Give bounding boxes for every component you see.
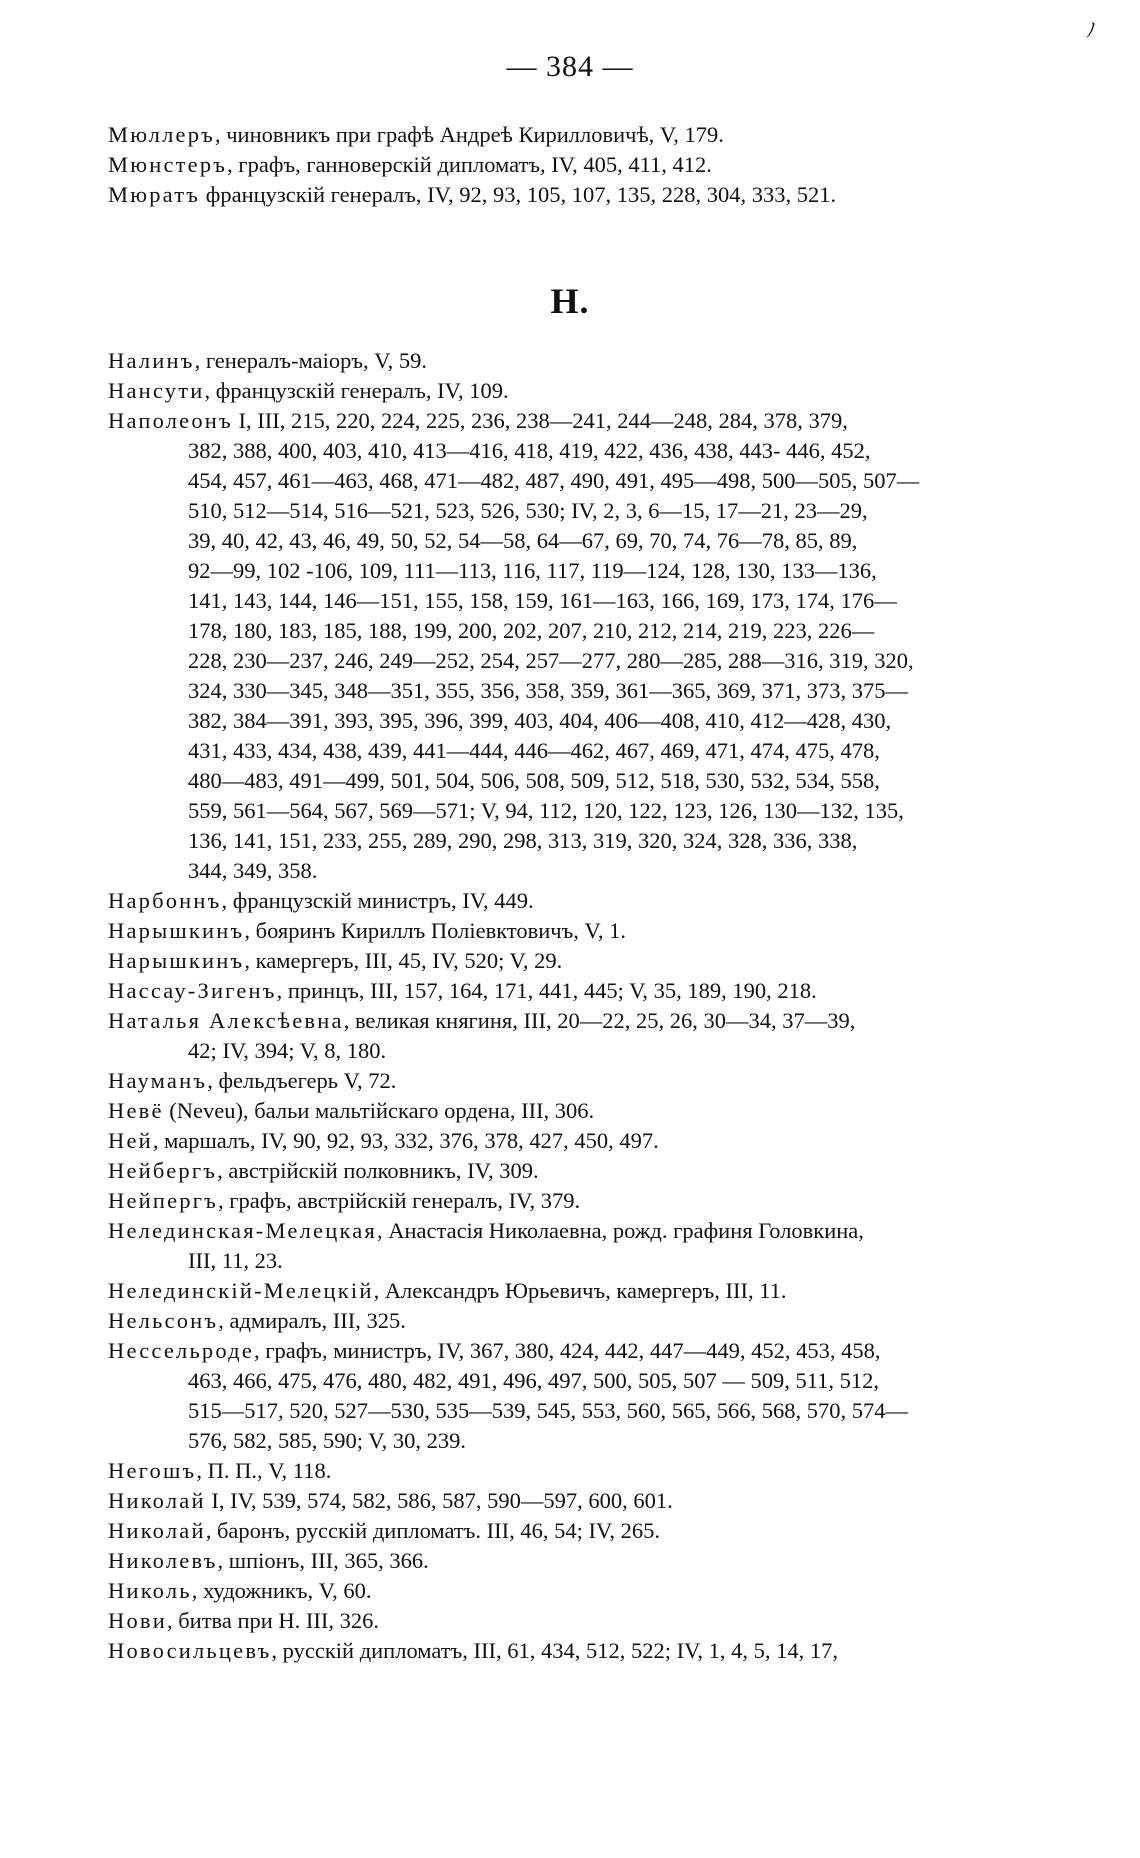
- entry-continuation-line: [108, 706, 1068, 736]
- entry-continuation-line: [108, 1246, 1068, 1276]
- entry-first-line: [108, 1066, 1068, 1096]
- index-entry: [108, 1456, 1068, 1486]
- entry-name: Наполеонъ: [108, 408, 233, 433]
- entry-text: 559, 561—564, 567, 569—571; V, 94, 112, 120, 122, 123, 126, 130—132, 135,: [188, 798, 904, 823]
- entry-text: французскій генералъ, IV, 92, 93, 105, 107, 135, 228, 304, 333, 521.: [200, 182, 837, 207]
- entry-text: 463, 466, 475, 476, 480, 482, 491, 496, 497, 500, 505, 507 — 509, 511, 512,: [188, 1368, 880, 1393]
- entry-text: , битва при Н. III, 326.: [166, 1608, 380, 1633]
- index-entry: [108, 180, 1068, 210]
- entry-text: , русскій дипломатъ, III, 61, 434, 512, 522; IV, 1, 4, 5, 14, 17,: [271, 1638, 839, 1663]
- entry-continuation-line: [108, 1366, 1068, 1396]
- index-entry: [108, 406, 1068, 886]
- entry-text: , Анастасія Николаевна, рожд. графиня Головкина,: [376, 1218, 864, 1243]
- page-number: — 384 —: [506, 50, 634, 83]
- entry-text: 39, 40, 42, 43, 46, 49, 50, 52, 54—58, 64—67, 69, 70, 74, 76—78, 85, 89,: [188, 528, 858, 553]
- index-entry: [108, 1486, 1068, 1516]
- index-entry: [108, 1156, 1068, 1186]
- entry-name: Нарышкинъ: [108, 918, 245, 943]
- entry-continuation-line: [108, 1036, 1068, 1066]
- entry-text: 178, 180, 183, 185, 188, 199, 200, 202, 207, 210, 212, 214, 219, 223, 226—: [188, 618, 875, 643]
- entry-name: Николевъ: [108, 1548, 218, 1573]
- index-entry: [108, 916, 1068, 946]
- entry-first-line: [108, 946, 1068, 976]
- entry-text: I, IV, 539, 574, 582, 586, 587, 590—597, 600, 601.: [205, 1488, 673, 1513]
- entry-continuation-line: [108, 646, 1068, 676]
- entry-first-line: [108, 376, 1068, 406]
- entry-text: , баронъ, русскій дипломатъ. III, 46, 54; IV, 265.: [205, 1518, 660, 1543]
- entry-text: , графъ, австрійскій генералъ, IV, 379.: [218, 1188, 581, 1213]
- index-entry: [108, 1636, 1068, 1666]
- entry-first-line: [108, 1276, 1068, 1306]
- index-entry: [108, 1336, 1068, 1456]
- entry-text: 324, 330—345, 348—351, 355, 356, 358, 359, 361—365, 369, 371, 373, 375—: [188, 678, 908, 703]
- entry-name: Нельсонъ: [108, 1308, 219, 1333]
- entry-name: Науманъ: [108, 1068, 208, 1093]
- entry-continuation-line: [108, 856, 1068, 886]
- entry-text: , шпіонъ, III, 365, 366.: [217, 1548, 429, 1573]
- index-entry: [108, 976, 1068, 1006]
- entry-first-line: [108, 1486, 1068, 1516]
- entry-name: Нелединскій-Мелецкій: [108, 1278, 374, 1303]
- entry-name: Нейбергъ: [108, 1158, 218, 1183]
- entry-text: , графъ, ганноверскій дипломатъ, IV, 405, 411, 412.: [227, 152, 712, 177]
- entry-text: 576, 582, 585, 590; V, 30, 239.: [188, 1428, 466, 1453]
- entry-text: 136, 141, 151, 233, 255, 289, 290, 298, 313, 319, 320, 324, 328, 336, 338,: [188, 828, 858, 853]
- entry-first-line: [108, 1546, 1068, 1576]
- entry-continuation-line: [108, 796, 1068, 826]
- entry-first-line: [108, 1336, 1068, 1366]
- entry-text: , французскій министръ, IV, 449.: [221, 888, 534, 913]
- entry-name: Мюллеръ: [108, 122, 215, 147]
- entry-text: I, III, 215, 220, 224, 225, 236, 238—241, 244—248, 284, 378, 379,: [232, 408, 848, 433]
- index-entry: [108, 1186, 1068, 1216]
- entry-continuation-line: [108, 496, 1068, 526]
- entry-text: 515—517, 520, 527—530, 535—539, 545, 553, 560, 565, 566, 568, 570, 574—: [188, 1398, 908, 1423]
- entry-name: Нессельроде: [108, 1338, 255, 1363]
- entry-continuation-line: [108, 766, 1068, 796]
- index-entry: [108, 1126, 1068, 1156]
- entry-first-line: [108, 916, 1068, 946]
- section-letter: Н.: [550, 281, 590, 321]
- entry-first-line: [108, 1216, 1068, 1246]
- entry-text: 480—483, 491—499, 501, 504, 506, 508, 509, 512, 518, 530, 532, 534, 558,: [188, 768, 880, 793]
- entry-continuation-line: [108, 1426, 1068, 1456]
- entry-name: Нейпергъ: [108, 1188, 219, 1213]
- index-entry: [108, 150, 1068, 180]
- entry-text: 510, 512—514, 516—521, 523, 526, 530; IV, 2, 3, 6—15, 17—21, 23—29,: [188, 498, 868, 523]
- entry-text: 92—99, 102 -106, 109, 111—113, 116, 117, 119—124, 128, 130, 133—136,: [188, 558, 877, 583]
- entry-text: , художникъ, V, 60.: [191, 1578, 372, 1603]
- entry-continuation-line: [108, 676, 1068, 706]
- entry-text: , австрійскій полковникъ, IV, 309.: [217, 1158, 539, 1183]
- entry-text: , камергеръ, III, 45, IV, 520; V, 29.: [244, 948, 563, 973]
- entry-name: Нарбоннъ: [108, 888, 222, 913]
- entry-text: , генералъ-маіоръ, V, 59.: [194, 348, 427, 373]
- entry-first-line: [108, 976, 1068, 1006]
- entry-text: , графъ, министръ, IV, 367, 380, 424, 442, 447—449, 452, 453, 458,: [254, 1338, 881, 1363]
- entry-text: , маршалъ, IV, 90, 92, 93, 332, 376, 378, 427, 450, 497.: [152, 1128, 659, 1153]
- entry-first-line: [108, 1156, 1068, 1186]
- entry-text: , адмиралъ, III, 325.: [218, 1308, 406, 1333]
- entry-continuation-line: [108, 616, 1068, 646]
- entry-name: Николай: [108, 1488, 206, 1513]
- entry-text: , принцъ, III, 157, 164, 171, 441, 445; V, 35, 189, 190, 218.: [276, 978, 817, 1003]
- entry-continuation-line: [108, 736, 1068, 766]
- entry-text: , Александръ Юрьевичъ, камергеръ, III, 11.: [373, 1278, 787, 1303]
- entry-name: Николай: [108, 1518, 206, 1543]
- index-entry: [108, 886, 1068, 916]
- entry-name: Нови: [108, 1608, 167, 1633]
- entry-name: Мюратъ: [108, 182, 201, 207]
- index-entry: [108, 1216, 1068, 1276]
- entry-continuation-line: [108, 826, 1068, 856]
- entry-first-line: [108, 1126, 1068, 1156]
- entry-text: 382, 384—391, 393, 395, 396, 399, 403, 404, 406—408, 410, 412—428, 430,: [188, 708, 892, 733]
- entry-first-line: [108, 1516, 1068, 1546]
- entry-text: (Neveu), бальи мальтійскаго ордена, III, 306.: [163, 1098, 595, 1123]
- entry-text: , бояринъ Кириллъ Поліевктовичъ, V, 1.: [244, 918, 626, 943]
- entry-continuation-line: [108, 1396, 1068, 1426]
- entry-continuation-line: [108, 436, 1068, 466]
- entry-name: Налинъ: [108, 348, 195, 373]
- entry-name: Николь: [108, 1578, 192, 1603]
- entry-continuation-line: [108, 526, 1068, 556]
- entry-name: Новосильцевъ: [108, 1638, 272, 1663]
- entry-first-line: [108, 1456, 1068, 1486]
- index-entry: [108, 1096, 1068, 1126]
- entry-first-line: [108, 1186, 1068, 1216]
- entry-first-line: [108, 1306, 1068, 1336]
- entry-first-line: [108, 406, 1068, 436]
- entry-first-line: [108, 886, 1068, 916]
- index-entry: [108, 1576, 1068, 1606]
- entry-name: Невё: [108, 1098, 164, 1123]
- index-entry: [108, 346, 1068, 376]
- entry-text: 454, 457, 461—463, 468, 471—482, 487, 490, 491, 495—498, 500—505, 507—: [188, 468, 920, 493]
- entry-continuation-line: [108, 556, 1068, 586]
- entry-name: Нарышкинъ: [108, 948, 245, 973]
- index-entry: [108, 1006, 1068, 1066]
- index-entry: [108, 1306, 1068, 1336]
- index-entry: [108, 376, 1068, 406]
- entry-text: 382, 388, 400, 403, 410, 413—416, 418, 419, 422, 436, 438, 443- 446, 452,: [188, 438, 871, 463]
- entry-name: Ней: [108, 1128, 153, 1153]
- entry-name: Нелединская-Мелецкая: [108, 1218, 377, 1243]
- entry-text: , великая княгиня, III, 20—22, 25, 26, 30—34, 37—39,: [343, 1008, 856, 1033]
- index-entry: [108, 1606, 1068, 1636]
- index-entry: [108, 1516, 1068, 1546]
- entry-first-line: [108, 346, 1068, 376]
- entry-name: Негошъ: [108, 1458, 197, 1483]
- index-entry: [108, 1066, 1068, 1096]
- corner-mark: ﾉ: [1086, 20, 1096, 42]
- entry-text: 228, 230—237, 246, 249—252, 254, 257—277, 280—285, 288—316, 319, 320,: [188, 648, 914, 673]
- main-entries-block: [108, 346, 1068, 1666]
- entry-text: 431, 433, 434, 438, 439, 441—444, 446—462, 467, 469, 471, 474, 475, 478,: [188, 738, 880, 763]
- entry-name: Нансути: [108, 378, 205, 403]
- entry-first-line: [108, 1096, 1068, 1126]
- entry-first-line: [108, 1606, 1068, 1636]
- entry-text: , чиновникъ при графѣ Андреѣ Кирилловичѣ, V, 179.: [214, 122, 724, 147]
- top-entries-block: [108, 120, 1068, 210]
- entry-first-line: [108, 1636, 1068, 1666]
- entry-text: III, 11, 23.: [188, 1248, 283, 1273]
- entry-text: 141, 143, 144, 146—151, 155, 158, 159, 161—163, 166, 169, 173, 174, 176—: [188, 588, 897, 613]
- entry-text: , П. П., V, 118.: [196, 1458, 332, 1483]
- entry-text: , французскій генералъ, IV, 109.: [204, 378, 509, 403]
- entry-text: 42; IV, 394; V, 8, 180.: [188, 1038, 387, 1063]
- entry-name: Мюнстеръ: [108, 152, 228, 177]
- entry-name: Нассау-Зигенъ: [108, 978, 277, 1003]
- index-entry: [108, 1546, 1068, 1576]
- entry-continuation-line: [108, 586, 1068, 616]
- index-entry: [108, 946, 1068, 976]
- entry-first-line: [108, 1006, 1068, 1036]
- entry-text: , фельдъегерь V, 72.: [207, 1068, 397, 1093]
- entry-first-line: [108, 1576, 1068, 1606]
- index-entry: [108, 120, 1068, 150]
- entry-name: Наталья Алексѣевна: [108, 1008, 344, 1033]
- index-entry: [108, 1276, 1068, 1306]
- entry-continuation-line: [108, 466, 1068, 496]
- entry-text: 344, 349, 358.: [188, 858, 318, 883]
